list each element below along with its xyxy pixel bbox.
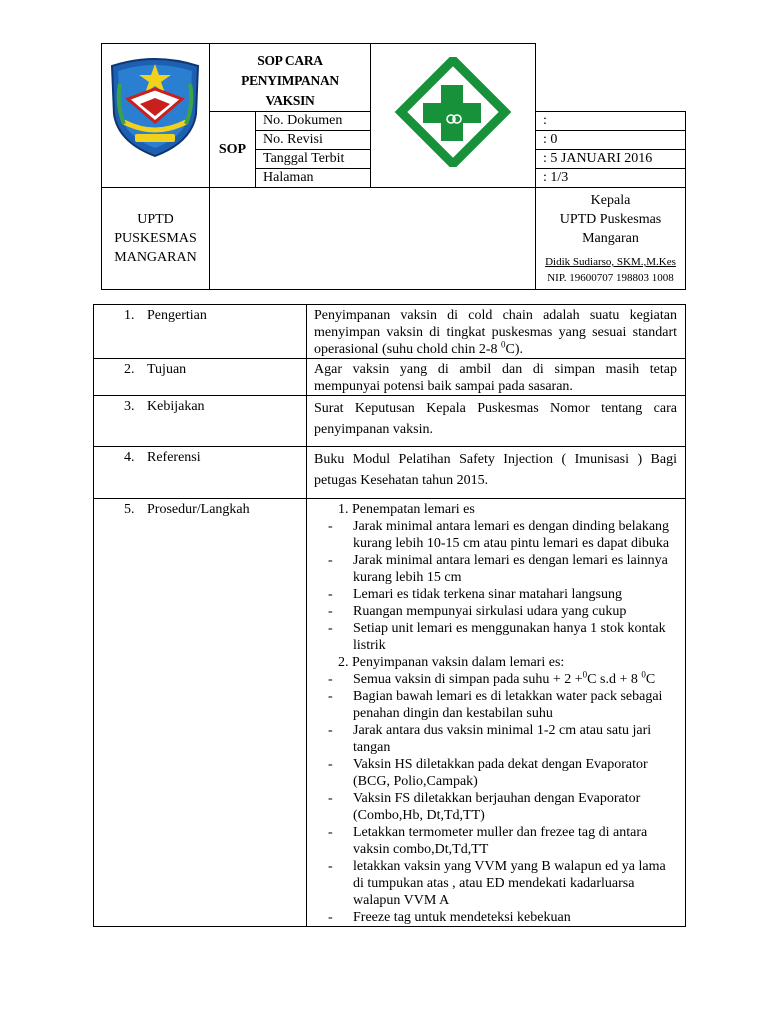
meta-label: No. Revisi bbox=[256, 131, 371, 150]
list-item: - Lemari es tidak terkena sinar matahari langsung bbox=[328, 587, 623, 602]
document-title: SOP CARA PENYIMPANAN VAKSIN bbox=[210, 44, 371, 112]
section-text: Agar vaksin yang di ambil dan di simpan masih tetap mempunyai potensi baik sampai pada sasaran. bbox=[307, 359, 686, 396]
section-text: Penyimpanan vaksin di cold chain adalah suatu kegiatan menyimpan vaksin di tingkat puskesmas yang sesuai standart operasional (suhu chold chin 2-8 $^0$C). bbox=[307, 305, 686, 359]
list-item: - Semua vaksin di simpan pada suhu + 2 +$^0$C s.d + 8 $^0$C bbox=[328, 669, 656, 687]
sop-header-table bbox=[101, 43, 686, 290]
procedure-subheading: 1. Penempatan lemari es bbox=[338, 502, 475, 517]
approval-cell bbox=[536, 188, 686, 290]
signer-name: Didik Sudiarso, SKM.,M.Kes bbox=[545, 256, 676, 268]
table-row bbox=[94, 396, 686, 447]
list-item: - Jarak minimal antara lemari es dengan dinding belakang kurang lebih 10-15 cm atau pintu lemari es dapat dibuka bbox=[328, 519, 670, 551]
table-row bbox=[94, 359, 686, 396]
signature-block bbox=[536, 254, 685, 286]
sop-content-table bbox=[93, 304, 686, 927]
section-label-cell: 5. Prosedur/Langkah bbox=[94, 499, 307, 927]
list-item: - Letakkan termometer muller dan frezee tag di antara vaksin combo,Dt,Td,TT bbox=[328, 825, 648, 857]
section-label: Referensi bbox=[147, 450, 201, 465]
procedure-subheading: 2. Penyimpanan vaksin dalam lemari es: bbox=[338, 655, 565, 670]
section-label-cell: 2. Tujuan bbox=[94, 359, 307, 396]
list-item: - Vaksin HS diletakkan pada dekat dengan Evaporator (BCG, Polio,Campak) bbox=[328, 757, 648, 789]
list-item: - Setiap unit lemari es menggunakan hanya 1 stok kontak listrik bbox=[328, 621, 666, 653]
meta-label: No. Dokumen bbox=[256, 112, 371, 131]
section-label: Pengertian bbox=[147, 308, 207, 323]
puskesmas-logo-icon bbox=[393, 57, 513, 167]
signer-nip: NIP. 19600707 198803 1008 bbox=[547, 272, 674, 284]
list-item: - Freeze tag untuk mendeteksi kebekuan bbox=[328, 910, 571, 925]
meta-value: : 0 bbox=[536, 131, 686, 150]
list-item: - Bagian bawah lemari es di letakkan water pack sebagai penahan dingin dan kestabilan suhu bbox=[328, 689, 663, 721]
section-label-cell: 3. Kebijakan bbox=[94, 396, 307, 447]
section-label: Prosedur/Langkah bbox=[147, 502, 250, 517]
list-item: - Jarak minimal antara lemari es dengan lemari es lainnya kurang lebih 15 cm bbox=[328, 553, 668, 585]
kepala-title: Kepala UPTD Puskesmas Mangaran bbox=[559, 193, 662, 246]
section-text: Surat Keputusan Kepala Puskesmas Nomor tentang cara penyimpanan vaksin. bbox=[307, 396, 686, 447]
puskesmas-logo-cell bbox=[371, 44, 536, 188]
section-label-cell: 4. Referensi bbox=[94, 447, 307, 499]
meta-label: Halaman bbox=[256, 169, 371, 188]
list-item: - Vaksin FS diletakkan berjauhan dengan Evaporator (Combo,Hb, Dt,Td,TT) bbox=[328, 791, 641, 823]
meta-value: : 5 JANUARI 2016 bbox=[536, 150, 686, 169]
sop-label: SOP bbox=[210, 112, 256, 188]
procedure-steps bbox=[307, 499, 686, 927]
section-label: Tujuan bbox=[147, 362, 187, 377]
meta-label: Tanggal Terbit bbox=[256, 150, 371, 169]
regency-emblem-cell bbox=[102, 44, 210, 188]
organization-name: UPTD PUSKESMAS MANGARAN bbox=[102, 188, 210, 290]
regency-emblem-icon bbox=[102, 44, 209, 170]
section-text: Buku Modul Pelatihan Safety Injection ( Imunisasi ) Bagi petugas Kesehatan tahun 2015. bbox=[307, 447, 686, 499]
meta-value: : 1/3 bbox=[536, 169, 686, 188]
table-row bbox=[94, 499, 686, 927]
section-label-cell: 1. Pengertian bbox=[94, 305, 307, 359]
list-item: - letakkan vaksin yang VVM yang B walapun ed ya lama di tumpukan atas , atau ED mendekati kadarluarsa walapun VVM A bbox=[328, 859, 666, 908]
table-row bbox=[94, 447, 686, 499]
meta-value: : bbox=[536, 112, 686, 131]
table-row bbox=[94, 305, 686, 359]
blank-cell bbox=[210, 188, 536, 290]
list-item: - Jarak antara dus vaksin minimal 1-2 cm atau satu jari tangan bbox=[328, 723, 652, 755]
section-label: Kebijakan bbox=[147, 399, 205, 414]
list-item: - Ruangan mempunyai sirkulasi udara yang cukup bbox=[328, 604, 627, 619]
